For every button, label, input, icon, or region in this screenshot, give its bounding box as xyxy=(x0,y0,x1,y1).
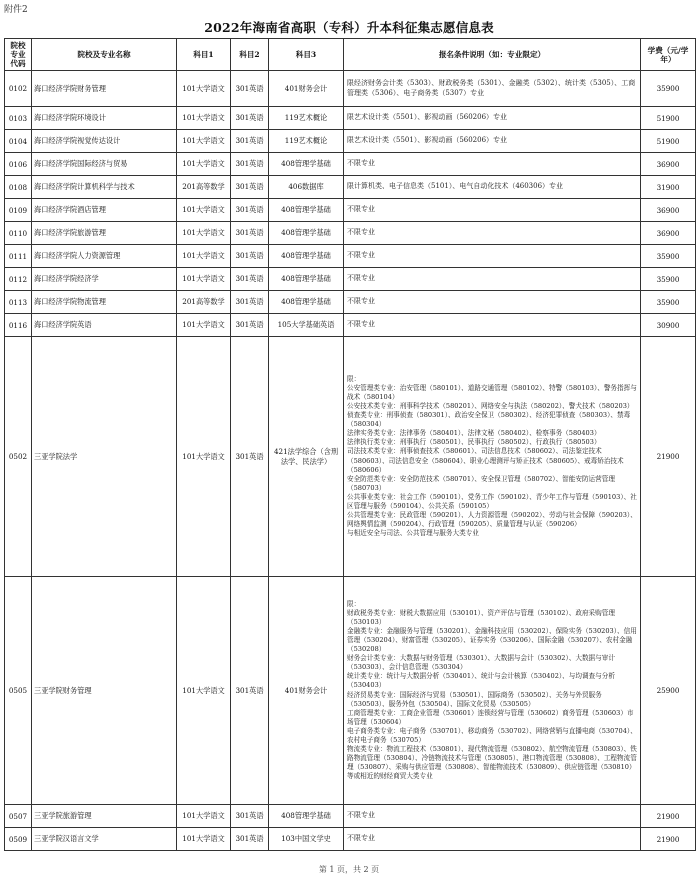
row-code: 0103 xyxy=(5,107,32,130)
row-subject3: 408管理学基础 xyxy=(269,199,344,222)
row-code: 0102 xyxy=(5,71,32,107)
row-subject3: 408管理学基础 xyxy=(269,805,344,828)
table-row xyxy=(5,291,696,314)
requirement-line: 司法技术类专业：刑事侦查技术（580601）、司法信息技术（580602）、司法鉴定技术（580603）、司法信息安全（580604）、职业心理测评与矫正技术（580605）、戒毒矫治技术（580606） xyxy=(347,447,624,474)
attachment-label: 附件2 xyxy=(4,5,28,15)
row-subject1: 101大学语文 xyxy=(177,153,231,176)
header-name: 院校及专业名称 xyxy=(32,39,177,71)
row-fee: 36900 xyxy=(641,222,696,245)
row-subject2: 301英语 xyxy=(231,337,269,577)
row-name: 海口经济学院物流管理 xyxy=(32,291,177,314)
requirement-line: 限： xyxy=(347,599,361,608)
row-subject1: 101大学语文 xyxy=(177,199,231,222)
requirement-line: 限计算机类、电子信息类（5101）、电气自动化技术（460306）专业 xyxy=(347,182,564,191)
page-footer: 第 1 页，共 2 页 xyxy=(318,865,380,874)
row-code: 0106 xyxy=(5,153,32,176)
row-subject1: 201高等数学 xyxy=(177,176,231,199)
row-name: 海口经济学院经济学 xyxy=(32,268,177,291)
table-row xyxy=(5,245,696,268)
row-subject2: 301英语 xyxy=(231,577,269,805)
row-name: 海口经济学院国际经济与贸易 xyxy=(32,153,177,176)
row-code: 0110 xyxy=(5,222,32,245)
row-name: 三亚学院财务管理 xyxy=(32,577,177,805)
requirement-line: 等或相近的财经商贸大类专业 xyxy=(347,772,433,781)
requirement-line: 经济贸易类专业：国际经济与贸易（530501）、国际商务（530502）、关务与外贸服务（530503）、服务外包（530504）、国际文化贸易（530505） xyxy=(347,690,602,708)
row-subject3: 408管理学基础 xyxy=(269,245,344,268)
row-subject1: 101大学语文 xyxy=(177,828,231,851)
row-subject1: 101大学语文 xyxy=(177,107,231,130)
requirement-line: 财务会计类专业：大数据与财务管理（530301）、大数据与会计（530302）、大数据与审计（530303）、会计信息管理（530304） xyxy=(347,654,615,672)
row-code: 0111 xyxy=(5,245,32,268)
requirement-line: 限经济财务会计类（5303）、财政税务类（5301）、金融类（5302）、统计类（5305）、工商管理类（5306）、电子商务类（5307）专业 xyxy=(347,79,636,97)
row-fee: 35900 xyxy=(641,71,696,107)
row-fee: 30900 xyxy=(641,314,696,337)
row-requirements xyxy=(344,828,641,851)
requirement-line: 不限专业 xyxy=(347,159,375,168)
table-row xyxy=(5,153,696,176)
requirement-line: 物流类专业：物流工程技术（530801）、现代物流管理（530802）、航空物流管理（530803）、铁路物流管理（530804）、冷链物流技术与管理（530805）、港口物流管理（530808）、工程物流管理（530807）、采购与供应管理（530808）、智能物流技术（530809）、供应链管理（530810） xyxy=(347,745,637,772)
requirement-line: 法律实务类专业：法律事务（580401）、法律文秘（580402）、检察事务（580403） xyxy=(347,429,601,438)
row-subject3: 406数据库 xyxy=(269,176,344,199)
requirement-line: 不限专业 xyxy=(347,834,375,843)
row-name: 海口经济学院视觉传达设计 xyxy=(32,130,177,153)
row-subject3: 119艺术概论 xyxy=(269,107,344,130)
row-requirements xyxy=(344,199,641,222)
row-subject3: 119艺术概论 xyxy=(269,130,344,153)
row-name: 海口经济学院旅游管理 xyxy=(32,222,177,245)
row-code: 0113 xyxy=(5,291,32,314)
table-row xyxy=(5,314,696,337)
row-code: 0507 xyxy=(5,805,32,828)
table-row xyxy=(5,107,696,130)
row-subject2: 301英语 xyxy=(231,71,269,107)
row-subject2: 301英语 xyxy=(231,153,269,176)
row-name: 三亚学院旅游管理 xyxy=(32,805,177,828)
row-subject1: 101大学语文 xyxy=(177,71,231,107)
row-name: 三亚学院法学 xyxy=(32,337,177,577)
header-fee: 学费（元/学年） xyxy=(641,39,696,71)
row-subject3: 105大学基础英语 xyxy=(269,314,344,337)
row-requirements xyxy=(344,130,641,153)
row-fee: 51900 xyxy=(641,107,696,130)
row-requirements xyxy=(344,291,641,314)
table-row xyxy=(5,199,696,222)
table-row xyxy=(5,130,696,153)
row-requirements xyxy=(344,222,641,245)
row-name: 三亚学院汉语言文学 xyxy=(32,828,177,851)
row-subject2: 301英语 xyxy=(231,245,269,268)
requirement-line: 不限专业 xyxy=(347,297,375,306)
requirement-line: 不限专业 xyxy=(347,274,375,283)
row-subject2: 301英语 xyxy=(231,268,269,291)
row-subject2: 301英语 xyxy=(231,130,269,153)
header-subject1: 科目1 xyxy=(177,39,231,71)
info-table xyxy=(4,38,696,851)
requirement-line: 法律执行类专业：刑事执行（580501）、民事执行（580502）、行政执行（580503） xyxy=(347,438,601,447)
requirement-line: 金融类专业：金融服务与管理（530201）、金融科技应用（530202）、保险实务（530203）、信用管理（530204）、财富管理（530205）、证券实务（530206）、国际金融（530207）、农村金融（530208） xyxy=(347,626,637,654)
table-row xyxy=(5,71,696,107)
row-fee: 35900 xyxy=(641,291,696,314)
row-code: 0505 xyxy=(5,577,32,805)
row-subject3: 408管理学基础 xyxy=(269,153,344,176)
requirement-line: 不限专业 xyxy=(347,811,375,820)
row-code: 0502 xyxy=(5,337,32,577)
row-name: 海口经济学院计算机科学与技术 xyxy=(32,176,177,199)
table-row xyxy=(5,828,696,851)
row-code: 0109 xyxy=(5,199,32,222)
row-requirements xyxy=(344,153,641,176)
requirement-line: 公共事业类专业：社会工作（590101）、党务工作（590102）、青少年工作与管理（590103）、社区管理与服务（590104）、公共关系（590105） xyxy=(347,492,637,510)
row-requirements xyxy=(344,107,641,130)
row-subject3: 408管理学基础 xyxy=(269,222,344,245)
row-subject2: 301英语 xyxy=(231,107,269,130)
header-row xyxy=(5,39,696,71)
row-subject2: 301英语 xyxy=(231,291,269,314)
requirement-line: 公安技术类专业：刑事科学技术（580201）、网络安全与执法（580202）、警犬技术（580203） xyxy=(347,401,634,410)
row-requirements xyxy=(344,245,641,268)
requirement-line: 不限专业 xyxy=(347,320,375,329)
row-fee: 21900 xyxy=(641,805,696,828)
requirement-line: 电子商务类专业：电子商务（530701）、移动商务（530702）、网络营销与直播电商（530704）、农村电子商务（530705） xyxy=(347,726,637,744)
row-subject1: 101大学语文 xyxy=(177,130,231,153)
table-row xyxy=(5,805,696,828)
requirement-line: 不限专业 xyxy=(347,228,375,237)
row-subject1: 101大学语文 xyxy=(177,222,231,245)
requirement-line: 限艺术设计类（5501）、影视动画（560206）专业 xyxy=(347,113,508,122)
row-fee: 51900 xyxy=(641,130,696,153)
row-fee: 35900 xyxy=(641,268,696,291)
row-subject3: 103中国文学史 xyxy=(269,828,344,851)
table-row xyxy=(5,577,696,805)
requirement-line: 不限专业 xyxy=(347,205,375,214)
table-row xyxy=(5,176,696,199)
row-fee: 35900 xyxy=(641,245,696,268)
row-subject1: 101大学语文 xyxy=(177,268,231,291)
page-title: 2022年海南省高职（专科）升本科征集志愿信息表 xyxy=(204,20,494,35)
row-subject1: 101大学语文 xyxy=(177,245,231,268)
header-subject2: 科目2 xyxy=(231,39,269,71)
row-subject3: 421法学综合（含刑法学、民法学） xyxy=(269,337,344,577)
row-requirements xyxy=(344,337,641,577)
row-code: 0108 xyxy=(5,176,32,199)
row-subject1: 101大学语文 xyxy=(177,577,231,805)
requirement-line: 工商管理类专业：工商企业管理（530601）连锁经营与管理（530602）商务管理（530603）市场管理（530604） xyxy=(347,708,634,726)
requirement-line: 统计类专业：统计与大数据分析（530401）、统计与会计核算（530402）、与均调查与分析（530403） xyxy=(347,672,615,690)
requirement-line: 与相近安全与司法、公共管理与服务大类专业 xyxy=(347,529,479,538)
row-requirements xyxy=(344,314,641,337)
row-name: 海口经济学院英语 xyxy=(32,314,177,337)
row-requirements xyxy=(344,71,641,107)
row-subject1: 201高等数学 xyxy=(177,291,231,314)
row-fee: 21900 xyxy=(641,337,696,577)
row-name: 海口经济学院人力资源管理 xyxy=(32,245,177,268)
row-subject2: 301英语 xyxy=(231,199,269,222)
row-subject2: 301英语 xyxy=(231,805,269,828)
row-subject2: 301英语 xyxy=(231,222,269,245)
row-fee: 21900 xyxy=(641,828,696,851)
row-subject2: 301英语 xyxy=(231,828,269,851)
row-fee: 36900 xyxy=(641,199,696,222)
header-subject3: 科目3 xyxy=(269,39,344,71)
row-subject1: 101大学语文 xyxy=(177,337,231,577)
row-subject1: 101大学语文 xyxy=(177,314,231,337)
requirement-line: 财政税务类专业：财税大数据应用（530101）、资产评估与管理（530102）、政府采购管理（530103） xyxy=(347,608,615,626)
row-subject3: 401财务会计 xyxy=(269,71,344,107)
row-subject2: 301英语 xyxy=(231,176,269,199)
row-fee: 36900 xyxy=(641,153,696,176)
row-name: 海口经济学院财务管理 xyxy=(32,71,177,107)
header-requirements: 报名条件说明（如：专业限定） xyxy=(344,39,641,71)
table-row xyxy=(5,337,696,577)
requirement-line: 公安管理类专业：治安管理（580101）、道路交通管理（580102）、特警（580103）、警务指挥与战术（580104） xyxy=(347,383,637,401)
row-code: 0112 xyxy=(5,268,32,291)
requirement-line: 侦查类专业：刑事侦查（580301）、政治安全保卫（580302）、经济犯罪侦查（580303）、禁毒（580304） xyxy=(347,411,631,429)
table-row xyxy=(5,222,696,245)
row-name: 海口经济学院酒店管理 xyxy=(32,199,177,222)
row-fee: 25900 xyxy=(641,577,696,805)
row-requirements xyxy=(344,805,641,828)
requirement-line: 限： xyxy=(347,374,361,383)
row-code: 0104 xyxy=(5,130,32,153)
header-code: 院校专业代码 xyxy=(5,39,32,71)
row-subject3: 408管理学基础 xyxy=(269,291,344,314)
row-fee: 31900 xyxy=(641,176,696,199)
row-subject1: 101大学语文 xyxy=(177,805,231,828)
row-requirements xyxy=(344,577,641,805)
row-subject3: 408管理学基础 xyxy=(269,268,344,291)
row-requirements xyxy=(344,176,641,199)
table-row xyxy=(5,268,696,291)
row-code: 0509 xyxy=(5,828,32,851)
requirement-line: 公共管理类专业：民政管理（590201）、人力资源管理（590202）、劳动与社会保障（590203）、网络舆情监测（590204）、行政管理（590205）、质量管理与认证（590206） xyxy=(347,511,637,529)
row-code: 0116 xyxy=(5,314,32,337)
row-requirements xyxy=(344,268,641,291)
row-subject2: 301英语 xyxy=(231,314,269,337)
requirement-line: 限艺术设计类（5501）、影视动画（560206）专业 xyxy=(347,136,508,145)
row-name: 海口经济学院环境设计 xyxy=(32,107,177,130)
requirement-line: 不限专业 xyxy=(347,251,375,260)
requirement-line: 安全防范类专业：安全防范技术（580701）、安全保卫管理（580702）、智能安防运营管理（580703） xyxy=(347,474,615,492)
row-subject3: 401财务会计 xyxy=(269,577,344,805)
